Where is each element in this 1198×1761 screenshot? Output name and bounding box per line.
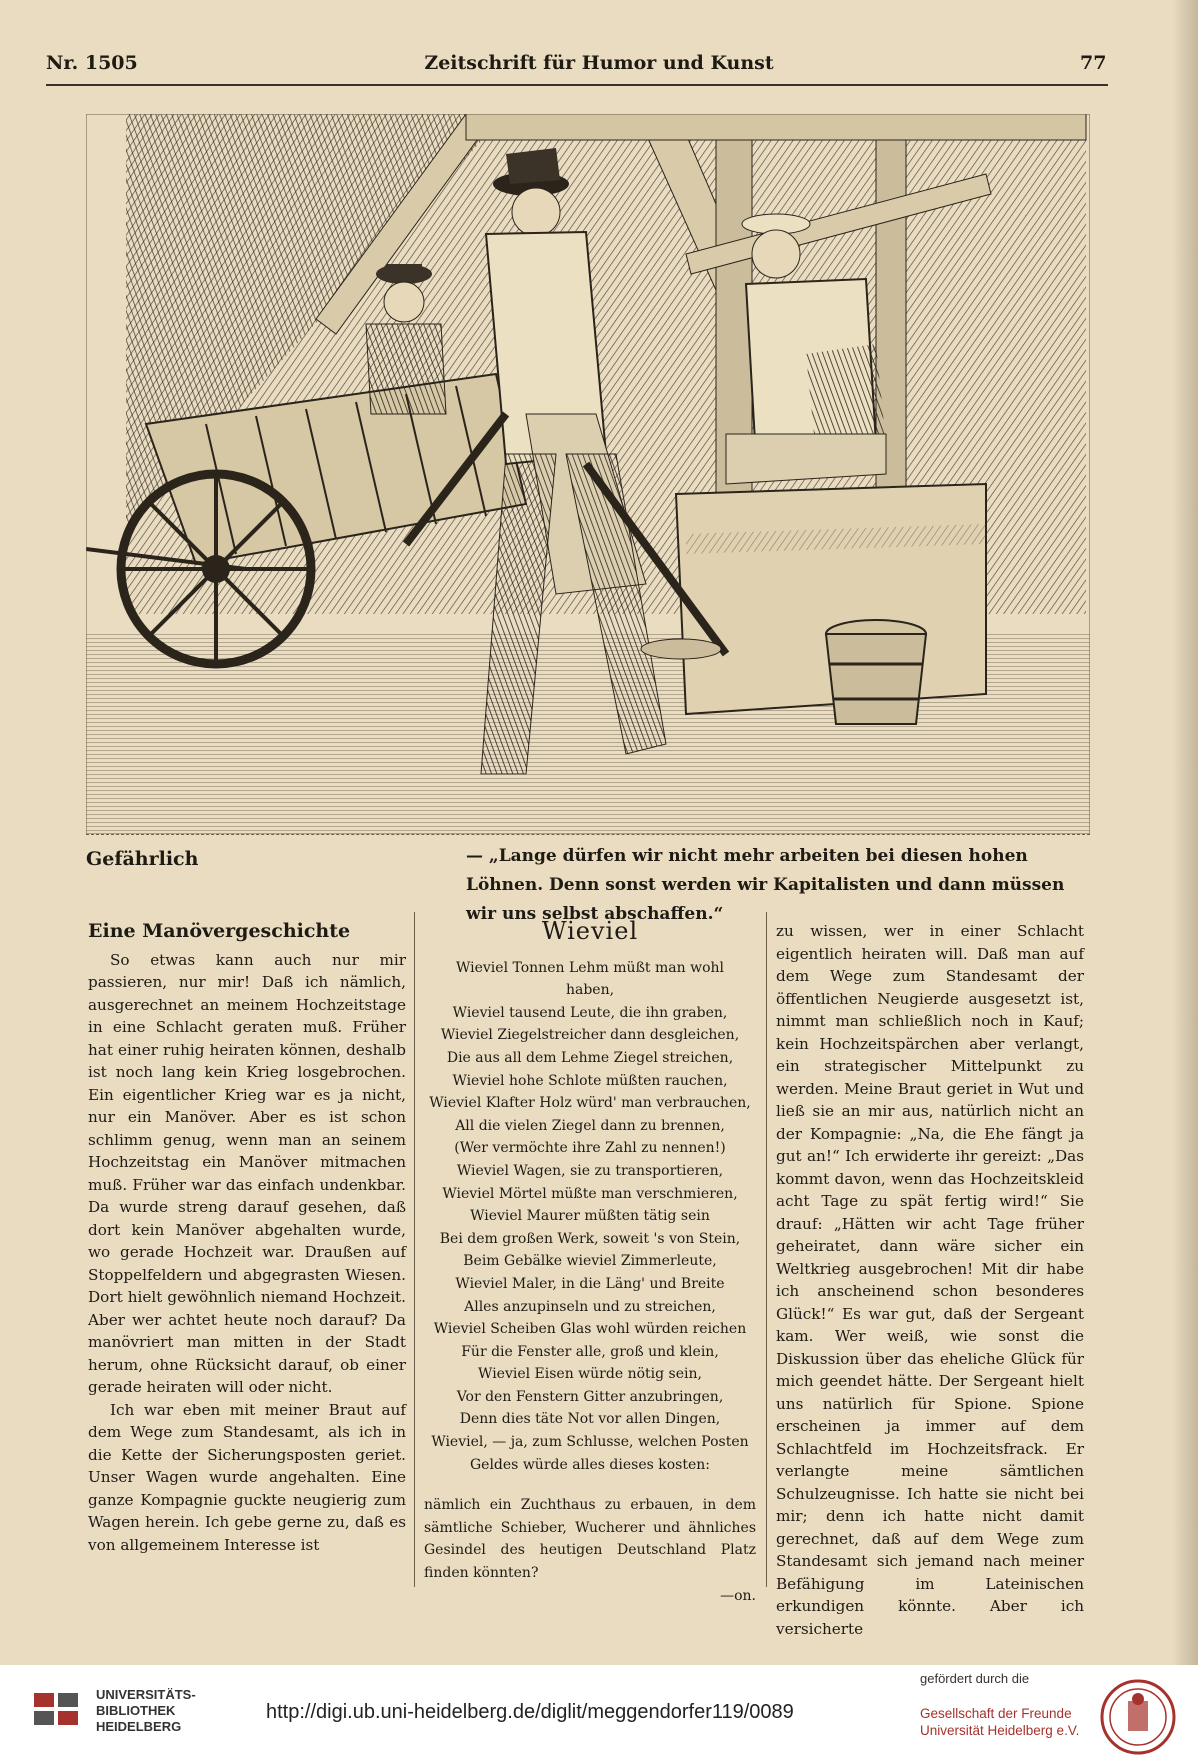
- poem-line: Alles anzupinseln und zu streichen,: [464, 1298, 716, 1315]
- digitization-footer: [0, 1665, 1198, 1761]
- library-name-line: HEIDELBERG: [96, 1719, 182, 1734]
- engraving-illustration: [86, 114, 1090, 834]
- poem-line: Für die Fenster alle, groß und klein,: [461, 1343, 719, 1360]
- publication-title: Zeitschrift für Humor und Kunst: [424, 52, 774, 74]
- caption-text: — „Lange dürfen wir nicht mehr arbeiten bei diesen hohen Löhnen. Denn sonst werden wir Kapitalisten und dann müssen wir uns selbst abschaffen.“: [466, 846, 1065, 924]
- poem-line: Wieviel Eisen würde nötig sein,: [478, 1366, 702, 1383]
- story-continuation-column: [776, 920, 1084, 1640]
- library-logo-icon: [30, 1685, 86, 1741]
- story-paragraph: Ich war eben mit meiner Braut auf dem Wege zum Standesamt, als ich in die Kette der Sicherungsposten geriet. Unser Wagen wurde angehalten. Eine ganze Kompagnie guckte neugierig zum Wagen herein. Ich gebe gerne zu, daß es von allgemeinem Interesse ist: [88, 1400, 406, 1554]
- poem-line: haben,: [565, 982, 615, 999]
- column-divider: [414, 912, 415, 1587]
- poem-line: Wieviel, — ja, zum Schlusse, welchen Posten: [431, 1434, 749, 1451]
- poem-line: Wieviel Mörtel müßte man verschmieren,: [442, 1185, 738, 1202]
- permalink-url[interactable]: http://digi.ub.uni-heidelberg.de/diglit/meggendorfer119/0089: [266, 1701, 794, 1723]
- poem-line: Beim Gebälke wieviel Zimmerleute,: [463, 1253, 717, 1270]
- library-name: [96, 1687, 196, 1735]
- sponsor-name-line: Gesellschaft der Freunde: [920, 1706, 1072, 1721]
- sponsor-name-line: Universität Heidelberg e.V.: [920, 1723, 1080, 1738]
- poem-line: Vor den Fenstern Gitter anzubringen,: [456, 1388, 724, 1405]
- poem-line: Wieviel tausend Leute, die ihn graben,: [452, 1004, 728, 1021]
- story-column: [88, 920, 406, 1556]
- poem-prose: nämlich ein Zuchthaus zu erbauen, in dem sämtliche Schieber, Wucherer und ähnliches Gesindel des heutigen Deutschland Platz finden könnten?: [424, 1497, 756, 1582]
- column-divider: [766, 912, 767, 1587]
- page-number: 77: [1080, 52, 1107, 74]
- poem-line: Wieviel Ziegelstreicher dann desgleichen,: [440, 1027, 740, 1044]
- university-seal-icon: [1100, 1679, 1176, 1755]
- sponsor-label: gefördert durch die: [920, 1671, 1030, 1686]
- poem-lines: [424, 957, 756, 1477]
- poem-line: Geldes würde alles dieses kosten:: [469, 1456, 710, 1473]
- poem-line: All die vielen Ziegel dann zu brennen,: [455, 1117, 725, 1134]
- poem-line: (Wer vermöchte ihre Zahl zu nennen!): [454, 1140, 726, 1157]
- header-rule: [46, 84, 1108, 86]
- issue-number: Nr. 1505: [46, 52, 138, 74]
- story-continuation: zu wissen, wer in einer Schlacht eigentlich heiraten will. Daß man auf dem Wege zum Standesamt der öffentlichen Neugierde ausgesetzt ist, nimmt man schließlich noch in Kauf; kein Hochzeitspärchen aber verlangt, ein strategischer Mittelpunkt zu werden. Meine Braut geriet in Wut und ließ sie an mir aus, natürlich nicht an der Kompagnie: „Na, die Ehe fängt ja gut an!“ Ich erwiderte ihr gereizt: „Das kommt davon, wenn das Hochzeitskleid acht Tage zu spät fertig wird!“ Sie drauf: „Hätten wir acht Tage früher geheiratet, dann wäre sicher ein Weltkrieg ausgebrochen! Mit dir habe ich anscheinend schon besonderes Glück!“ Es war gut, daß der Sergeant kam. Wer weiß, wie sonst die Diskussion über das eheliche Glück für mich geendet hätte. Der Sergeant hielt uns natürlich für Spione. Spione erscheinen ja immer auf dem Schlachtfeld im Hochzeitsfrack. Er verlangte meine sämtlichen Schulzeugnisse. Ich hatte sie nicht bei mir; denn ich hatte nicht damit gerechnet, daß auf dem Wege zum Standesamt sich jemand nach meiner Befähigung im Lateinischen erkundigen könnte. Aber ich versicherte: [776, 922, 1084, 1638]
- poem-line: Wieviel Scheiben Glas wohl würden reichen: [433, 1321, 747, 1338]
- poem-signature: —on.: [720, 1587, 756, 1604]
- poem-line: Wieviel Maler, in die Läng' und Breite: [455, 1275, 725, 1292]
- story-title: Eine Manövergeschichte: [88, 920, 351, 942]
- story-paragraph: So etwas kann auch nur mir passieren, nur mir! Daß ich nämlich, ausgerechnet an meinem Hochzeitstage in eine Schlacht geraten muß. Früher hat einer ruhig heiraten können, deshalb ist noch lang kein Krieg losgebrochen. Ein eigentlicher Krieg war es ja nicht, nur ein Manöver. Aber es ist schon schlimm genug, wenn man an seinem Hochzeitstag ein Manöver mitmachen muß. Früher war das einfach undenkbar. Da wurde streng darauf gesehen, daß dort kein Manöver abgehalten wurde, wo gerade Hochzeit war. Draußen auf Stoppelfeldern und abgegrasten Wiesen. Dort hielt gewöhnlich niemand Hochzeit. Aber wer achtet heute noch darauf? Da manövriert man mitten in der Stadt herum, ohne Rücksicht darauf, ob einer gerade heiraten will oder nicht.: [88, 950, 406, 1396]
- sponsor-name: [920, 1705, 1079, 1739]
- poem-line: Wieviel Tonnen Lehm müßt man wohl: [455, 959, 724, 976]
- poem-column: [424, 917, 756, 1607]
- library-name-line: UNIVERSITÄTS-: [96, 1687, 196, 1702]
- poem-title: Wieviel: [541, 917, 639, 945]
- poem-line: Bei dem großen Werk, soweit 's von Stein,: [439, 1230, 741, 1247]
- wooden-bucket: [826, 620, 926, 724]
- poem-line: Wieviel Maurer müßten tätig sein: [470, 1208, 710, 1225]
- poem-line: Denn dies täte Not vor allen Dingen,: [459, 1411, 721, 1428]
- library-name-line: BIBLIOTHEK: [96, 1703, 176, 1718]
- caption-title: Gefährlich: [86, 848, 199, 870]
- poem-line: Wieviel Klafter Holz würd' man verbrauchen,: [429, 1095, 751, 1112]
- illustration-border: [86, 834, 1090, 836]
- poem-line: Wieviel Wagen, sie zu transportieren,: [456, 1162, 724, 1179]
- cart-wheel: [121, 474, 311, 664]
- poem-line: Die aus all dem Lehme Ziegel streichen,: [446, 1049, 734, 1066]
- poem-line: Wieviel hohe Schlote müßten rauchen,: [452, 1072, 728, 1089]
